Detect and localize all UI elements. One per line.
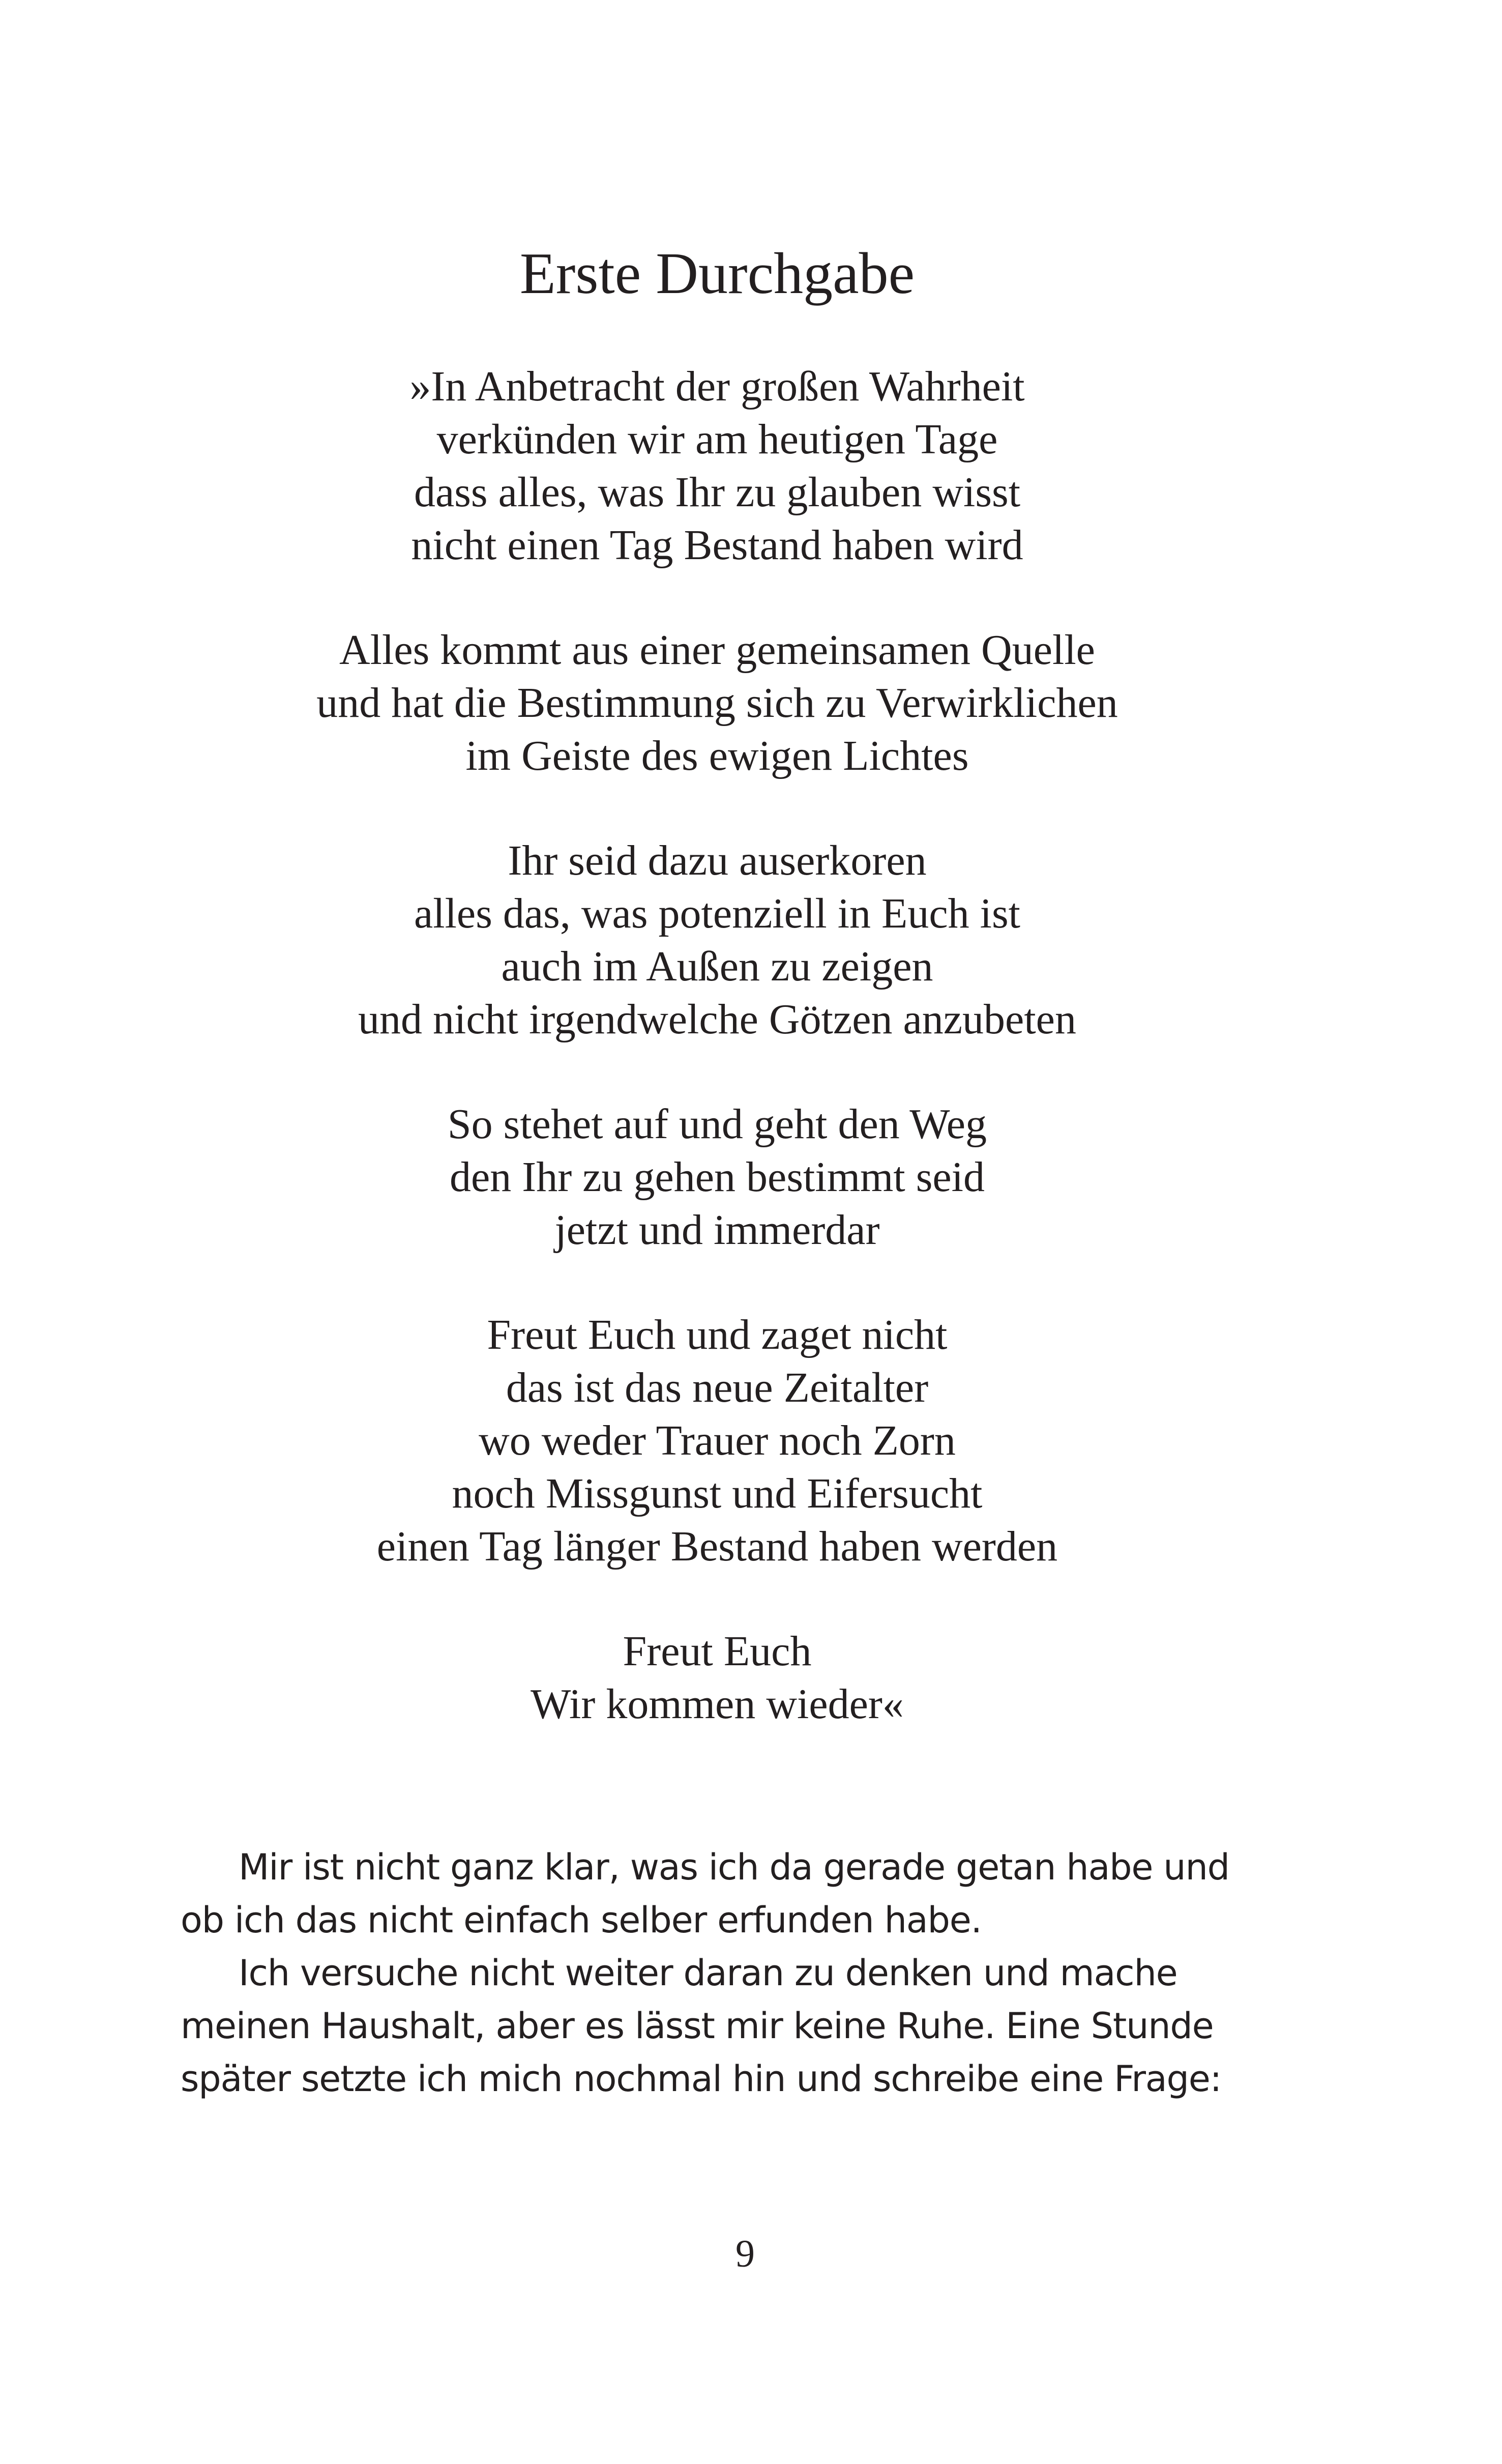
poem-line: jetzt und immerdar xyxy=(554,1206,880,1254)
poem-stanza xyxy=(0,1098,1434,1257)
poem-line: nicht einen Tag Bestand haben wird xyxy=(411,521,1023,569)
poem-stanza xyxy=(0,1309,1434,1573)
poem-line: »In Anbetracht der großen Wahrheit xyxy=(409,363,1025,410)
poem-line: das ist das neue Zeitalter xyxy=(506,1364,929,1411)
poem-line: Freut Euch und zaget nicht xyxy=(487,1311,948,1358)
poem-line: den Ihr zu gehen bestimmt seid xyxy=(449,1153,985,1201)
poem-line: alles das, was potenziell in Euch ist xyxy=(414,890,1021,937)
poem-line: und hat die Bestimmung sich zu Verwirklichen xyxy=(316,679,1118,727)
page-title: Erste Durchgabe xyxy=(519,241,915,306)
poem-line: einen Tag länger Bestand haben werden xyxy=(376,1523,1058,1570)
paragraph: Mir ist nicht ganz klar, was ich da gerade getan habe und ob ich das nicht einfach selber erfunden habe. xyxy=(181,1846,1229,1941)
poem-line: Wir kommen wieder« xyxy=(531,1680,904,1728)
page-number: 9 xyxy=(735,2233,755,2275)
poem-line: So stehet auf und geht den Weg xyxy=(447,1100,987,1148)
poem xyxy=(0,360,1434,1783)
poem-line: auch im Außen zu zeigen xyxy=(501,943,933,990)
poem-line: im Geiste des ewigen Lichtes xyxy=(465,732,969,779)
poem-line: dass alles, was Ihr zu glauben wisst xyxy=(414,469,1021,516)
poem-line: wo weder Trauer noch Zorn xyxy=(479,1417,956,1464)
poem-stanza xyxy=(0,360,1434,572)
poem-line: noch Missgunst und Eifersucht xyxy=(452,1470,983,1517)
poem-line: Ihr seid dazu auserkoren xyxy=(508,837,927,884)
paragraph: Ich versuche nicht weiter daran zu denken und mache meinen Haushalt, aber es lässt mir keine Ruhe. Eine Stunde später setzte ich mich nochmal hin und schreibe eine Frage: xyxy=(181,1952,1221,2100)
prose-body xyxy=(181,1841,1259,2105)
poem-stanza xyxy=(0,834,1434,1046)
poem-line: und nicht irgendwelche Götzen anzubeten xyxy=(358,996,1076,1043)
poem-stanza xyxy=(0,624,1434,782)
poem-stanza xyxy=(0,1625,1434,1731)
poem-line: verkünden wir am heutigen Tage xyxy=(436,416,998,463)
poem-line: Freut Euch xyxy=(623,1628,812,1675)
poem-line: Alles kommt aus einer gemeinsamen Quelle xyxy=(339,626,1095,674)
